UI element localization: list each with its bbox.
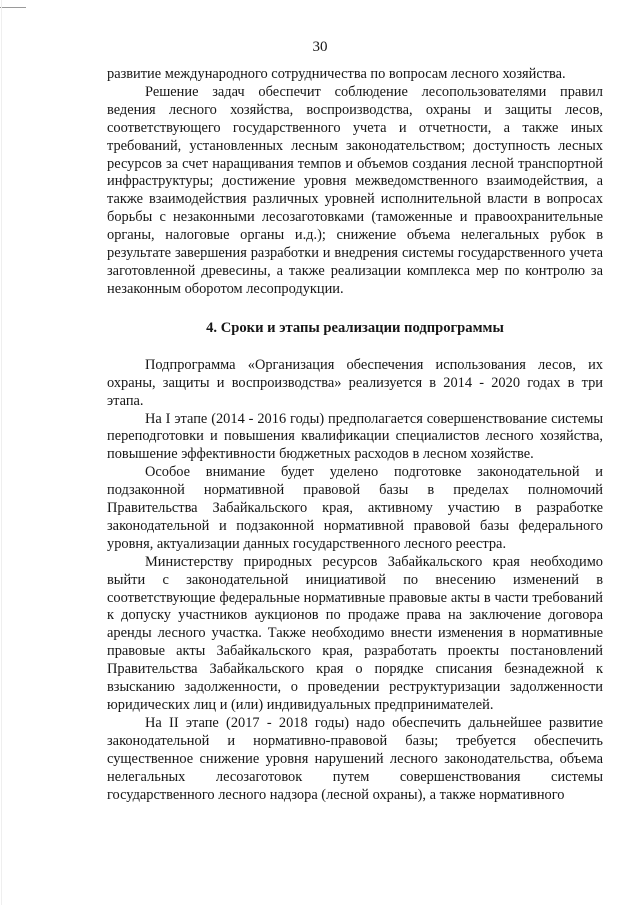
paragraph: На I этапе (2014 - 2016 годы) предполагается совершенствование системы переподготовки и повышения квалификации специалистов лесного хозяйства, повышение эффективности бюджетных расходов в лесном хозяйстве. [107, 410, 603, 463]
paragraph: Решение задач обеспечит соблюдение лесопользователями правил ведения лесного хозяйства, воспроизводства, охраны и защиты лесов, соответствующего государственного учета и отчетности, а также иных требований, установленных лесным законодательством; доступность лесных ресурсов за счет наращивания темпов и объемов создания лесной транспортной инфраструктуры; достижение уровня межведомственного взаимодействия, а также взаимодействия различных уровней исполнительной власти в вопросах борьбы с незаконными лесозаготовками (таможенные и правоохранительные органы, налоговые органы и.д.); снижение объема нелегальных рубок в результате завершения разработки и внедрения системы государственного учета заготовленной древесины, а также реализации комплекса мер по контролю за незаконным оборотом лесопродукции. [107, 83, 603, 297]
section-heading: 4. Сроки и этапы реализации подпрограммы [206, 319, 504, 336]
scan-mark [0, 7, 26, 8]
paragraph: На II этапе (2017 - 2018 годы) надо обеспечить дальнейшее развитие законодательной и нормативно-правовой базы; требуется обеспечить существенное снижение уровня нарушений лесного законодательства, объема нелегальных лесозаготовок путем совершенствования системы государственного лесного надзора (лесной охраны), а также нормативного [107, 714, 603, 803]
paragraph-continued: развитие международного сотрудничества по вопросам лесного хозяйства. [107, 66, 566, 82]
paragraph: Министерству природных ресурсов Забайкальского края необходимо выйти с законодательной инициативой по внесению изменений в соответствующие федеральные нормативные правовые акты в части требований к допуску участников аукционов по продаже права на заключение договора аренды лесного участка. Также необходимо внести изменения в нормативные правовые акты Забайкальского края, разработать проекты постановлений Правительства Забайкальского края о порядке списания безнадежной к взысканию задолженности, о проведении реструктуризации задолженности юридических лиц и (или) индивидуальных предпринимателей. [107, 553, 603, 713]
scan-edge [1, 0, 2, 905]
paragraph: Подпрограмма «Организация обеспечения использования лесов, их охраны, защиты и воспроизводства» реализуется в 2014 - 2020 годах в три этапа. [107, 356, 603, 409]
page-number: 30 [312, 39, 328, 55]
paragraph: Особое внимание будет уделено подготовке законодательной и подзаконной нормативной правовой базы в пределах полномочий Правительства Забайкальского края, активному участию в разработке законодательной и подзаконной нормативной правовой базы федерального уровня, актуализации данных государственного лесного реестра. [107, 464, 603, 552]
document-body [107, 66, 603, 804]
